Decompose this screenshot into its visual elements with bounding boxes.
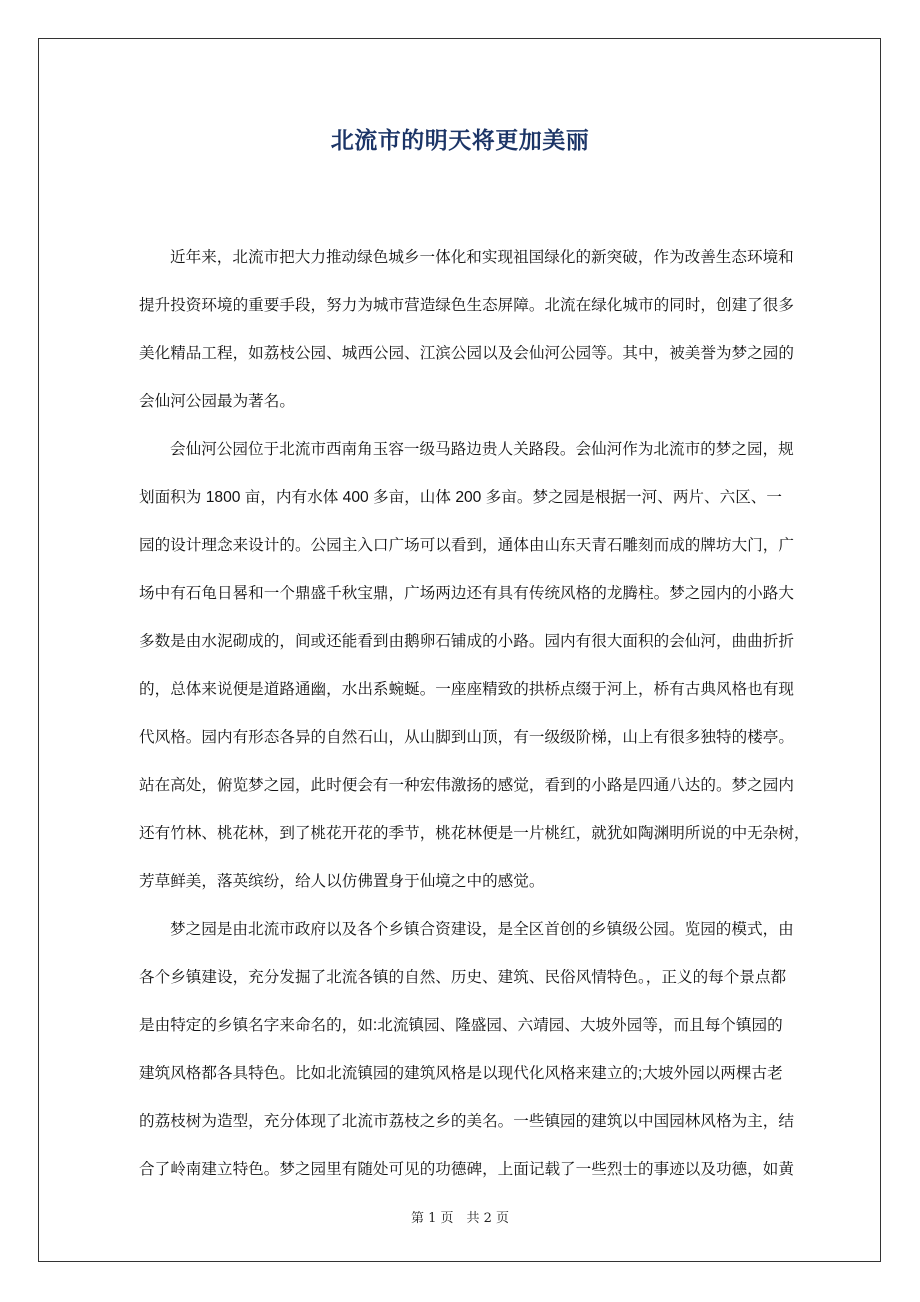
text-line: 近年来，北流市把大力推动绿色城乡一体化和实现祖国绿化的新突破，作为改善生态环境和 [170,249,794,266]
page-footer: 第 1 页 共 2 页 [410,1211,510,1226]
text-line: 提升投资环境的重要手段，努力为城市营造绿色生态屏障。北流在绿化城市的同时，创建了很多 [139,297,794,314]
text-line: 会仙河公园最为著名。 [139,393,295,410]
text-line: 是由特定的乡镇名字来命名的，如:北流镇园、隆盛园、六靖园、大坡外园等，而且每个镇园的 [139,1017,783,1034]
text-line: 的，总体来说便是道路通幽，水出系蜿蜒。一座座精致的拱桥点缀于河上，桥有古典风格也有现 [139,681,794,698]
text-line: 的荔枝树为造型，充分体现了北流市荔枝之乡的美名。一些镇园的建筑以中国园林风格为主，结 [139,1113,794,1130]
text-line: 芳草鲜美，落英缤纷，给人以仿佛置身于仙境之中的感觉。 [139,873,545,890]
text-line: 梦之园是由北流市政府以及各个乡镇合资建设，是全区首创的乡镇级公园。览园的模式，由 [170,921,794,938]
document-title: 北流市的明天将更加美丽 [330,127,590,153]
text-line: 合了岭南建立特色。梦之园里有随处可见的功德碑，上面记载了一些烈士的事迹以及功德，如黄 [139,1161,794,1178]
text-line: 场中有石龟日晷和一个鼎盛千秋宝鼎，广场两边还有具有传统风格的龙腾柱。梦之园内的小路大 [139,585,794,602]
paragraph [139,438,810,918]
text-line: 划面积为 1800 亩，内有水体 400 多亩，山体 200 多亩。梦之园是根据一河、两片、六区、一 [139,489,782,506]
text-line: 代风格。园内有形态各异的自然石山，从山脚到山顶，有一级级阶梯，山上有很多独特的楼亭。 [139,729,794,746]
text-line: 美化精品工程，如荔枝公园、城西公园、江滨公园以及会仙河公园等。其中，被美誉为梦之园的 [139,345,794,362]
text-line: 建筑风格都各具特色。比如北流镇园的建筑风格是以现代化风格来建立的;大坡外园以两棵古老 [139,1065,783,1082]
paragraph [139,918,794,1206]
text-line: 各个乡镇建设，充分发掘了北流各镇的自然、历史、建筑、民俗风情特色。，正义的每个景点都 [139,969,787,986]
text-line: 园的设计理念来设计的。公园主入口广场可以看到，通体由山东天青石雕刻而成的牌坊大门，广 [139,537,794,554]
text-line: 还有竹林、桃花林，到了桃花开花的季节，桃花林便是一片桃红，就犹如陶渊明所说的中无杂树， [139,825,810,842]
text-line: 多数是由水泥砌成的，间或还能看到由鹅卵石铺成的小路。园内有很大面积的会仙河，曲曲折折 [139,633,794,650]
paragraph [139,246,794,438]
document-body [139,246,810,1206]
text-line: 站在高处，俯览梦之园，此时便会有一种宏伟激扬的感觉，看到的小路是四通八达的。梦之园内 [139,777,794,794]
text-line: 会仙河公园位于北流市西南角玉容一级马路边贵人关路段。会仙河作为北流市的梦之园，规 [170,441,794,458]
